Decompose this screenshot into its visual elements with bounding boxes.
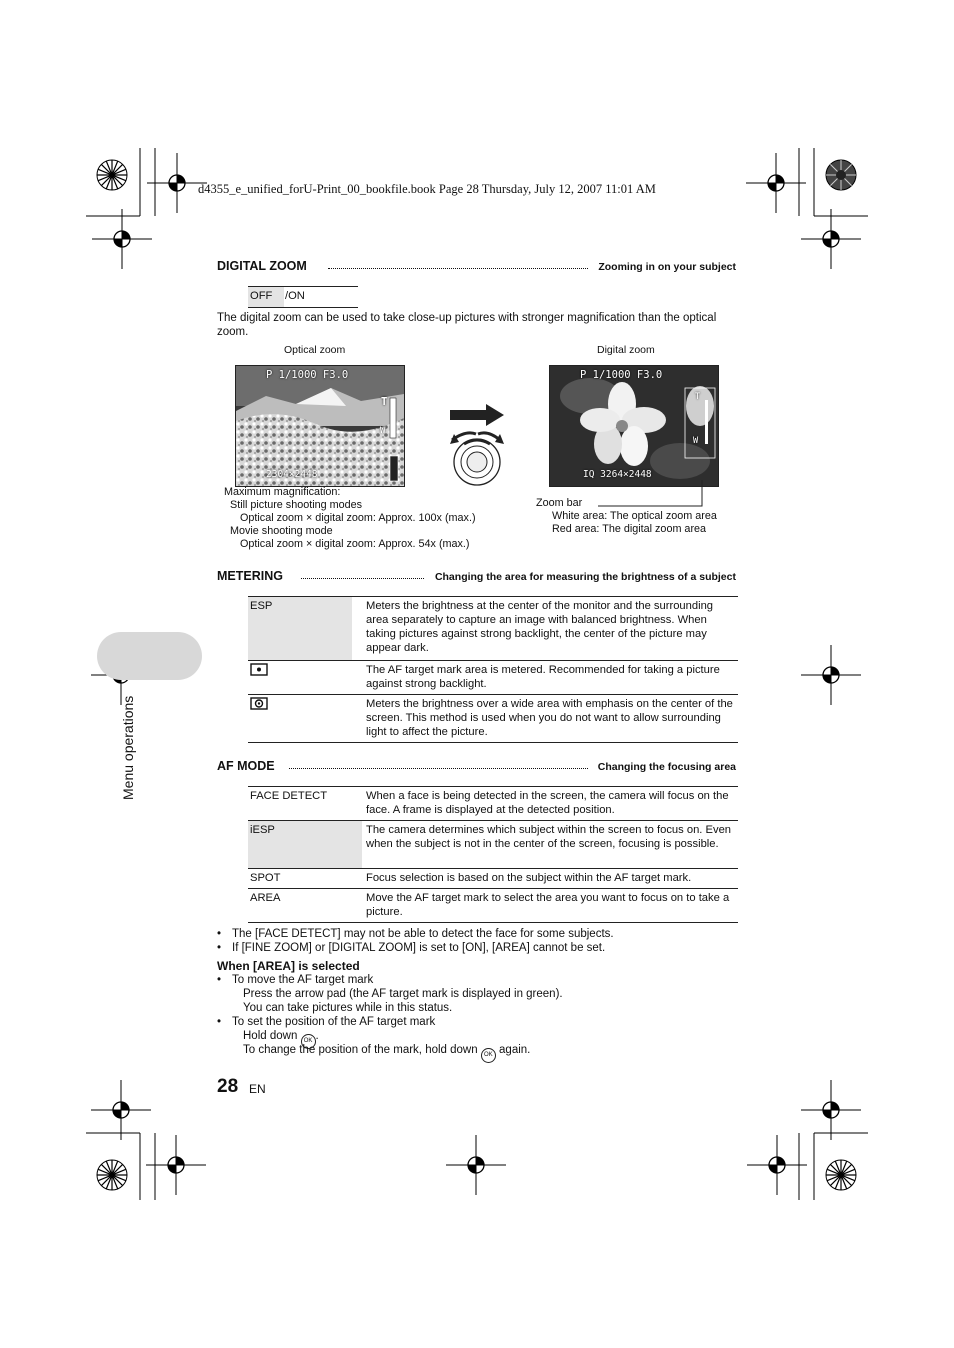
note-area: If [FINE ZOOM] or [DIGITAL ZOOM] is set to [ON], [AREA] cannot be set. (232, 942, 606, 954)
digital-zoom-label: Digital zoom (597, 344, 655, 356)
note-bullet: • (217, 942, 222, 954)
af-desc-area: Move the AF target mark to select the area you want to focus on to take a picture. (362, 889, 738, 923)
metering-key-esp: ESP (248, 597, 352, 661)
option-off: OFF (250, 290, 273, 302)
osd-tele-digital: T (695, 392, 701, 402)
movie-mode-value: Optical zoom × digital zoom: Approx. 54x (max.) (240, 538, 470, 550)
book-header: d4355_e_unified_forU-Print_00_bookfile.book Page 28 Thursday, July 12, 2007 11:01 AM (198, 182, 656, 196)
af-mode-subtitle: Changing the focusing area (597, 761, 736, 773)
table-row (248, 869, 738, 889)
digital-zoom-screen (549, 365, 719, 487)
zoom-bar-label: Zoom bar (536, 497, 583, 509)
osd-aperture: F3.0 (322, 369, 349, 381)
af-desc-iesp: The camera determines which subject within the screen to focus on. Even when the subject is not in the center of the screen, focusing is possible. (362, 821, 738, 869)
table-row (248, 889, 738, 923)
note-bullet: • (217, 928, 222, 940)
table-row (248, 821, 738, 869)
af-desc-spot: Focus selection is based on the subject within the AF target mark. (362, 869, 738, 889)
dot-leader (289, 768, 588, 769)
metering-subtitle: Changing the area for measuring the brightness of a subject (434, 571, 736, 583)
af-key-area: AREA (248, 889, 362, 923)
digital-zoom-options (248, 286, 358, 308)
still-modes-label: Still picture shooting modes (230, 499, 363, 511)
digital-zoom-description: The digital zoom can be used to take close-up pictures with stronger magnification than the optical zoom. (217, 312, 717, 338)
table-row (248, 597, 738, 661)
ok-button-icon: OK (301, 1034, 316, 1049)
again-text: again. (499, 1044, 531, 1056)
af-mode-table (248, 786, 738, 923)
osd-resolution-digital: IQ 3264×2448 (583, 469, 652, 480)
osd-mode-digital: P (580, 369, 587, 381)
hold-down-text: Hold down (243, 1030, 298, 1042)
zoom-bar-callout (598, 480, 708, 510)
osd-mode: P (266, 369, 273, 381)
osd-resolution: 2304×2448 (266, 469, 318, 480)
metering-title: METERING (217, 569, 283, 583)
white-area-note: White area: The optical zoom area (552, 510, 717, 522)
dot-leader (301, 578, 424, 579)
center-weighted-metering-icon (250, 697, 268, 711)
digital-zoom-subtitle: Zooming in on your subject (598, 261, 736, 273)
zoom-lever-diagram (446, 400, 508, 490)
metering-desc-center: Meters the brightness over a wide area with emphasis on the center of the screen. This method is used when you do not want to allow surrounding light to affect the picture. (352, 695, 738, 743)
flower-photo (550, 366, 718, 486)
optical-zoom-label: Optical zoom (284, 344, 346, 356)
page-number: 28 (217, 1076, 239, 1097)
area-selected-title: When [AREA] is selected (217, 959, 360, 973)
max-magnification-title: Maximum magnification: (224, 486, 341, 498)
table-row (248, 661, 738, 695)
osd-shutter-digital: 1/1000 (592, 369, 631, 381)
af-key-spot: SPOT (248, 869, 362, 889)
metering-desc-spot: The AF target mark area is metered. Recommended for taking a picture against strong backlight. (352, 661, 738, 695)
move-mark-line2: You can take pictures while in this status. (243, 1002, 453, 1014)
osd-aperture-digital: F3.0 (636, 369, 663, 381)
osd-tele: T (381, 396, 388, 408)
af-key-face-detect: FACE DETECT (248, 787, 362, 821)
note-face-detect: The [FACE DETECT] may not be able to detect the face for some subjects. (232, 928, 614, 940)
ok-button-icon: OK (481, 1048, 496, 1063)
move-mark-line1: Press the arrow pad (the AF target mark is displayed in green). (243, 988, 563, 1000)
movie-mode-label: Movie shooting mode (230, 525, 333, 537)
set-position-heading: To set the position of the AF target mark (232, 1016, 436, 1028)
osd-wide: W (380, 426, 386, 436)
digital-zoom-title: DIGITAL ZOOM (217, 259, 307, 273)
bullet: • (217, 974, 222, 986)
mountain-photo (236, 366, 404, 486)
osd-shutter: 1/1000 (278, 369, 317, 381)
still-modes-value: Optical zoom × digital zoom: Approx. 100x (max.) (240, 512, 476, 524)
metering-desc-esp: Meters the brightness at the center of the monitor and the surrounding area separately to capture an image with balanced brightness. When taking pictures against strong backlight, the center of the picture may appear dark. (352, 597, 738, 661)
optical-zoom-screen (235, 365, 405, 487)
table-row (248, 787, 738, 821)
table-row (248, 695, 738, 743)
set-position-line2 (243, 1043, 530, 1063)
page-language: EN (249, 1082, 266, 1096)
red-area-note: Red area: The digital zoom area (552, 523, 707, 535)
af-key-iesp: iESP (248, 821, 362, 869)
set-position-line1: Hold down OK . (243, 1029, 319, 1049)
change-position-text: To change the position of the mark, hold down (243, 1044, 478, 1056)
af-desc-face-detect: When a face is being detected in the screen, the camera will focus on the face. A frame is displayed at the detected position. (362, 787, 738, 821)
dot-leader (328, 268, 588, 269)
bullet: • (217, 1016, 222, 1028)
af-mode-title: AF MODE (217, 759, 275, 773)
side-tab (97, 632, 202, 680)
side-tab-label: Menu operations (120, 695, 136, 800)
spot-metering-icon (250, 663, 268, 677)
osd-wide-digital: W (693, 436, 699, 446)
option-on: /ON (285, 290, 305, 302)
metering-table (248, 596, 738, 743)
move-mark-heading: To move the AF target mark (232, 974, 374, 986)
